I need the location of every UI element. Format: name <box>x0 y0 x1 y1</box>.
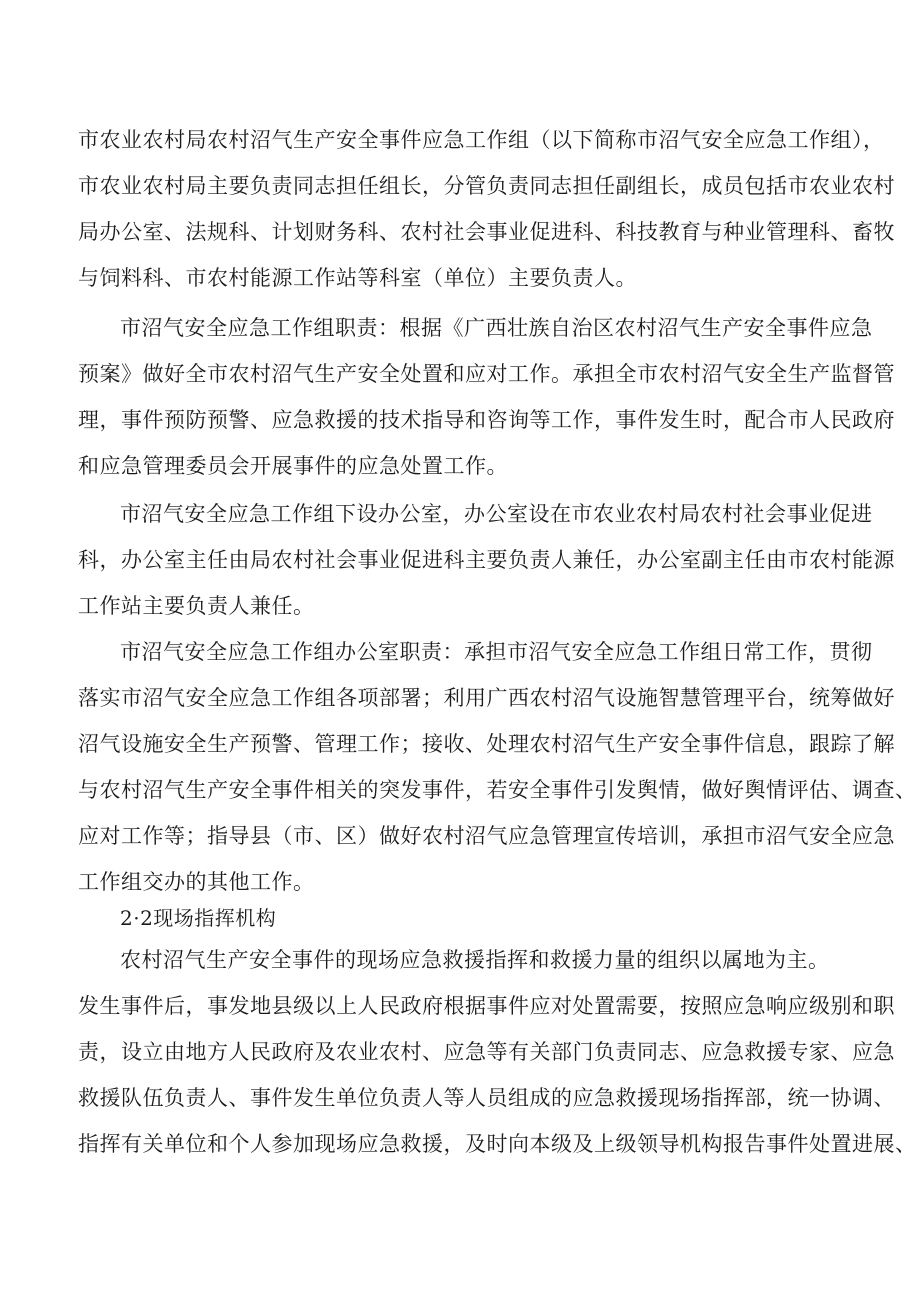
paragraph-5-line-1: 农村沼气生产安全事件的现场应急救援指挥和救援力量的组织以属地为主。 <box>120 948 830 972</box>
paragraph-1-line-3: 局办公室、法规科、计划财务科、农村社会事业促进科、科技教育与种业管理科、畜牧 <box>78 220 895 244</box>
paragraph-4-line-1: 市沼气安全应急工作组办公室职责：承担市沼气安全应急工作组日常工作，贯彻 <box>120 640 873 664</box>
paragraph-3-line-2: 科，办公室主任由局农村社会事业促进科主要负责人兼任，办公室副主任由市农村能源 <box>78 548 895 572</box>
paragraph-2-line-2: 预案》做好全市农村沼气生产安全处置和应对工作。承担全市农村沼气安全生产监督管 <box>78 362 895 386</box>
paragraph-1-line-4: 与饲料科、市农村能源工作站等科室（单位）主要负责人。 <box>78 266 637 290</box>
paragraph-4-line-5: 应对工作等；指导县（市、区）做好农村沼气应急管理宣传培训，承担市沼气安全应急 <box>78 824 895 848</box>
paragraph-2-line-3: 理，事件预防预警、应急救援的技术指导和咨询等工作，事件发生时，配合市人民政府 <box>78 408 895 432</box>
paragraph-5-line-5: 指挥有关单位和个人参加现场应急救援，及时向本级及上级领导机构报告事件处置进展、 <box>78 1132 917 1156</box>
paragraph-1-line-1: 市农业农村局农村沼气生产安全事件应急工作组（以下简称市沼气安全应急工作组）， <box>78 128 885 152</box>
paragraph-1-line-2: 市农业农村局主要负责同志担任组长，分管负责同志担任副组长，成员包括市农业农村 <box>78 174 895 198</box>
paragraph-4-line-6: 工作组交办的其他工作。 <box>78 870 315 894</box>
paragraph-4-line-2: 落实市沼气安全应急工作组各项部署；利用广西农村沼气设施智慧管理平台，统筹做好 <box>78 686 895 710</box>
paragraph-3-line-1: 市沼气安全应急工作组下设办公室，办公室设在市农业农村局农村社会事业促进 <box>120 502 873 526</box>
paragraph-2-line-4: 和应急管理委员会开展事件的应急处置工作。 <box>78 454 508 478</box>
paragraph-2-line-1: 市沼气安全应急工作组职责：根据《广西壮族自治区农村沼气生产安全事件应急 <box>120 316 873 340</box>
paragraph-5-line-2: 发生事件后，事发地县级以上人民政府根据事件应对处置需要，按照应急响应级别和职 <box>78 994 895 1018</box>
section-heading: 2·2现场指挥机构 <box>120 906 277 930</box>
paragraph-5-line-4: 救援队伍负责人、事件发生单位负责人等人员组成的应急救援现场指挥部，统一协调、 <box>78 1086 895 1110</box>
paragraph-3-line-3: 工作站主要负责人兼任。 <box>78 594 315 618</box>
paragraph-4-line-4: 与农村沼气生产安全事件相关的突发事件，若安全事件引发舆情，做好舆情评估、调查、 <box>78 778 917 802</box>
paragraph-5-line-3: 责，设立由地方人民政府及农业农村、应急等有关部门负责同志、应急救援专家、应急 <box>78 1040 895 1064</box>
paragraph-4-line-3: 沼气设施安全生产预警、管理工作；接收、处理农村沼气生产安全事件信息，跟踪了解 <box>78 732 895 756</box>
